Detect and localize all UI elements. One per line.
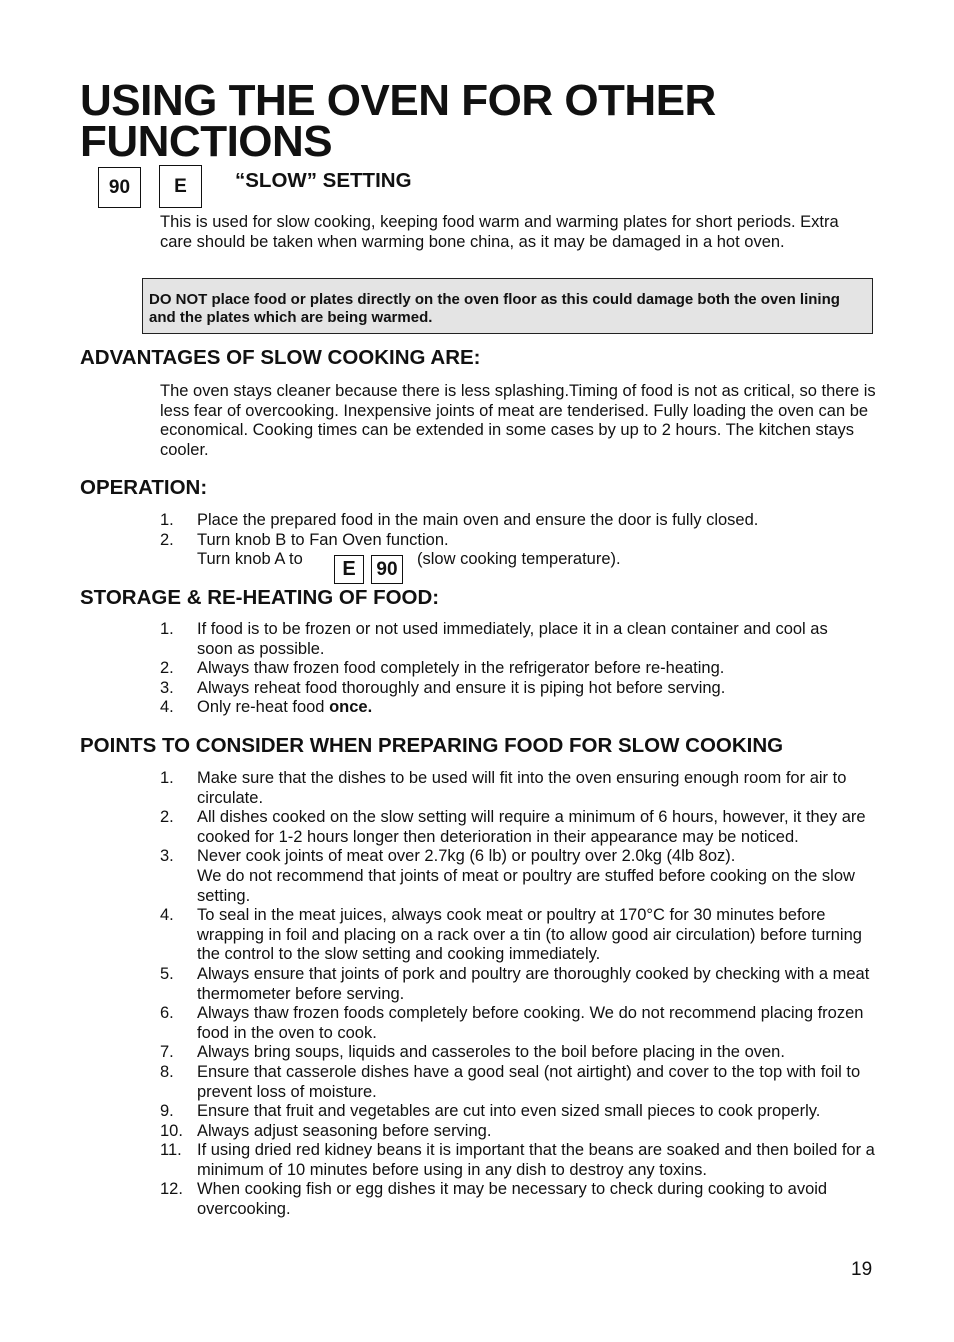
storage-list (160, 620, 850, 718)
list-item (160, 620, 850, 659)
list-text: Turn knob B to Fan Oven function. (197, 530, 449, 549)
list-number: 1. (160, 620, 174, 638)
list-text: Place the prepared food in the main oven and ensure the door is fully closed. (197, 511, 759, 529)
list-item (160, 769, 876, 808)
list-item (160, 1004, 876, 1043)
list-item (160, 1102, 876, 1122)
list-item (160, 659, 850, 679)
page-title-line-2: FUNCTIONS (80, 117, 333, 166)
list-text: If using dried red kidney beans it is important that the beans are soaked and then boiled for a minimum of 10 minutes before using in any dish to destroy any toxins. (197, 1141, 875, 1179)
list-item (160, 1122, 876, 1142)
list-item (160, 1063, 876, 1102)
list-text: Always thaw frozen foods completely before cooking. We do not recommend placing frozen food in the oven to cook. (197, 1004, 864, 1042)
list-number: 10. (160, 1121, 183, 1140)
list-number: 2. (160, 530, 174, 549)
list-number: 11. (160, 1141, 182, 1160)
list-item (160, 965, 876, 1004)
list-number: 7. (160, 1043, 174, 1062)
advantages-text: The oven stays cleaner because there is less splashing.Timing of food is not as critical, so there is less fear of overcooking. Inexpensive joints of meat are tenderised. Fully loading the oven can be economical. Cooking times can be extended in some cases by up to 2 hours. The kitchen stays cooler. (160, 382, 876, 459)
list-item (160, 1043, 876, 1063)
page-title (80, 76, 716, 166)
list-number: 4. (160, 906, 174, 925)
list-number: 9. (160, 1102, 174, 1121)
list-item (160, 511, 876, 531)
list-item (160, 1141, 876, 1180)
list-number: 1. (160, 769, 174, 787)
list-text: When cooking fish or egg dishes it may be necessary to check during cooking to avoid overcooking. (197, 1180, 828, 1219)
list-text: Only re-heat food (197, 698, 330, 717)
storage-heading: STORAGE & RE-HEATING OF FOOD: (80, 586, 440, 609)
list-number: 4. (160, 698, 174, 717)
list-text: To seal in the meat juices, always cook meat or poultry at 170°C for 30 minutes before wrapping in foil and placing on a rack over a tin (to allow good air circulation) before turning the control to the slow setting and cooking immediately. (197, 906, 862, 964)
warning-text: DO NOT place food or plates directly on the oven floor as this could damage both the oven lining and the plates which are being warmed. (149, 291, 840, 326)
list-text: Always thaw frozen food completely in the refrigerator before re-heating. (197, 659, 725, 678)
setting-e-box: E (159, 165, 202, 208)
list-number: 5. (160, 964, 174, 983)
list-number: 8. (160, 1062, 174, 1081)
slow-cooking-temperature-note: (slow cooking temperature). (417, 550, 621, 568)
list-item (160, 808, 876, 847)
list-text: Always adjust seasoning before serving. (197, 1121, 492, 1140)
slow-setting-intro: This is used for slow cooking, keeping food warm and warming plates for short periods. Extra care should be taken when warming bone china, as it may be damaged in a hot oven. (160, 213, 839, 251)
list-number: 1. (160, 511, 174, 529)
list-number: 2. (160, 808, 174, 827)
list-text: If food is to be frozen or not used immediately, place it in a clean container and cool as soon as possible. (197, 620, 828, 658)
operation-heading: OPERATION: (80, 476, 208, 499)
setting-e-box-inline: E (334, 555, 364, 584)
warning-box (142, 278, 873, 334)
slow-setting-heading: “SLOW” SETTING (235, 169, 412, 192)
page-number: 19 (851, 1259, 873, 1280)
list-number: 12. (160, 1180, 183, 1199)
list-text: Ensure that fruit and vegetables are cut into even sized small pieces to cook properly. (197, 1102, 821, 1121)
list-item (160, 906, 876, 965)
list-text: Always ensure that joints of pork and poultry are thoroughly cooked by checking with a meat thermometer before serving. (197, 964, 870, 1003)
list-text: Always reheat food thoroughly and ensure it is piping hot before serving. (197, 678, 726, 697)
list-text: All dishes cooked on the slow setting will require a minimum of 6 hours, however, it they are cooked for 1-2 hours longer then deterioration in their appearance may be noticed. (197, 808, 866, 846)
list-number: 3. (160, 678, 174, 697)
temperature-90-box: 90 (98, 167, 141, 208)
list-item (160, 698, 850, 718)
list-text-emphasis: once. (329, 698, 373, 717)
points-list (160, 769, 876, 1220)
list-text: Ensure that casserole dishes have a good seal (not airtight) and cover to the top with foil to prevent loss of moisture. (197, 1062, 861, 1101)
list-number: 2. (160, 659, 174, 678)
list-number: 6. (160, 1004, 174, 1023)
list-text: Never cook joints of meat over 2.7kg (6 lb) or poultry over 2.0kg (4lb 8oz). We do not recommend that joints of meat or poultry are stuffed before cooking on the slow setting. (197, 847, 855, 905)
list-item (160, 1180, 876, 1219)
list-number: 3. (160, 847, 174, 866)
list-item (160, 679, 850, 699)
list-text: Turn knob A to (197, 550, 303, 569)
list-text: Always bring soups, liquids and casseroles to the boil before placing in the oven. (197, 1043, 785, 1062)
points-heading: POINTS TO CONSIDER WHEN PREPARING FOOD FOR SLOW COOKING (80, 734, 784, 757)
list-text: Make sure that the dishes to be used will fit into the oven ensuring enough room for air to circulate. (197, 769, 847, 807)
advantages-heading: ADVANTAGES OF SLOW COOKING ARE: (80, 346, 481, 369)
page-title-line-1: USING THE OVEN FOR OTHER (80, 76, 716, 125)
temperature-90-box-inline: 90 (371, 555, 403, 584)
list-item (160, 847, 876, 906)
